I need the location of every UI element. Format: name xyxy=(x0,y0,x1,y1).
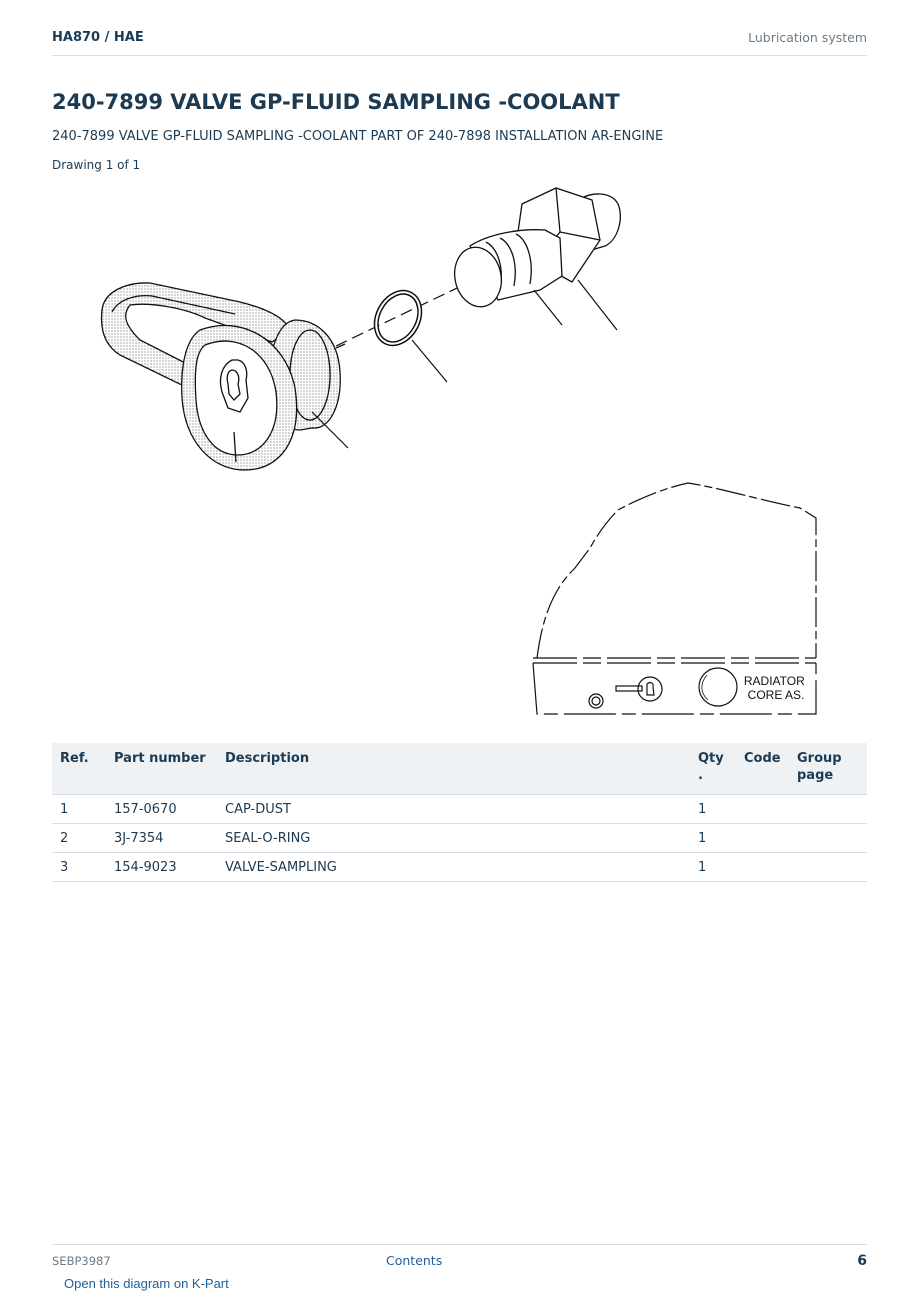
table-row xyxy=(52,824,867,853)
cell-group-page xyxy=(789,824,867,853)
page-header xyxy=(52,28,867,56)
cell-part-number: 157-0670 xyxy=(106,795,217,824)
col-group-page: Group page xyxy=(789,743,867,795)
model-label: HA870 / HAE xyxy=(52,30,144,45)
cell-description: SEAL-O-RING xyxy=(217,824,690,853)
cell-ref: 2 xyxy=(52,824,106,853)
o-ring-drawing xyxy=(368,285,429,351)
col-ref: Ref. xyxy=(52,743,106,795)
table-header-row xyxy=(52,743,867,795)
radiator-core-label: RADIATOR CORE AS. xyxy=(743,674,805,702)
cell-description: VALVE-SAMPLING xyxy=(217,853,690,882)
col-description: Description xyxy=(217,743,690,795)
document-code: SEBP3987 xyxy=(52,1254,111,1268)
page-footer xyxy=(52,1244,867,1275)
cell-qty: 1 xyxy=(690,795,736,824)
page-subtitle: 240-7899 VALVE GP-FLUID SAMPLING -COOLANT PART OF 240-7898 INSTALLATION AR-ENGINE xyxy=(52,129,664,144)
cell-code xyxy=(736,853,789,882)
page-title: 240-7899 VALVE GP-FLUID SAMPLING -COOLANT xyxy=(52,90,620,114)
cell-qty: 1 xyxy=(690,853,736,882)
cell-qty: 1 xyxy=(690,824,736,853)
leader-line-valve-hex xyxy=(578,280,617,330)
cell-group-page xyxy=(789,795,867,824)
cell-code xyxy=(736,824,789,853)
sampling-valve-drawing xyxy=(449,188,620,311)
cell-group-page xyxy=(789,853,867,882)
open-k-part-link[interactable]: Open this diagram on K-Part xyxy=(64,1276,229,1291)
dust-cap-drawing xyxy=(102,283,345,470)
page-number: 6 xyxy=(857,1253,867,1269)
cell-part-number: 3J-7354 xyxy=(106,824,217,853)
col-code: Code xyxy=(736,743,789,795)
cell-code xyxy=(736,795,789,824)
col-qty: Qty . xyxy=(690,743,736,795)
col-part-number: Part number xyxy=(106,743,217,795)
section-label: Lubrication system xyxy=(748,30,867,45)
contents-link[interactable]: Contents xyxy=(386,1253,443,1268)
cell-ref: 1 xyxy=(52,795,106,824)
leader-line-seal xyxy=(412,340,447,382)
table-row xyxy=(52,853,867,882)
leader-line-valve-body xyxy=(534,290,562,325)
parts-table xyxy=(52,743,867,882)
cell-part-number: 154-9023 xyxy=(106,853,217,882)
drawing-count: Drawing 1 of 1 xyxy=(52,158,141,172)
parts-diagram xyxy=(52,178,832,723)
cell-ref: 3 xyxy=(52,853,106,882)
cell-description: CAP-DUST xyxy=(217,795,690,824)
table-row xyxy=(52,795,867,824)
